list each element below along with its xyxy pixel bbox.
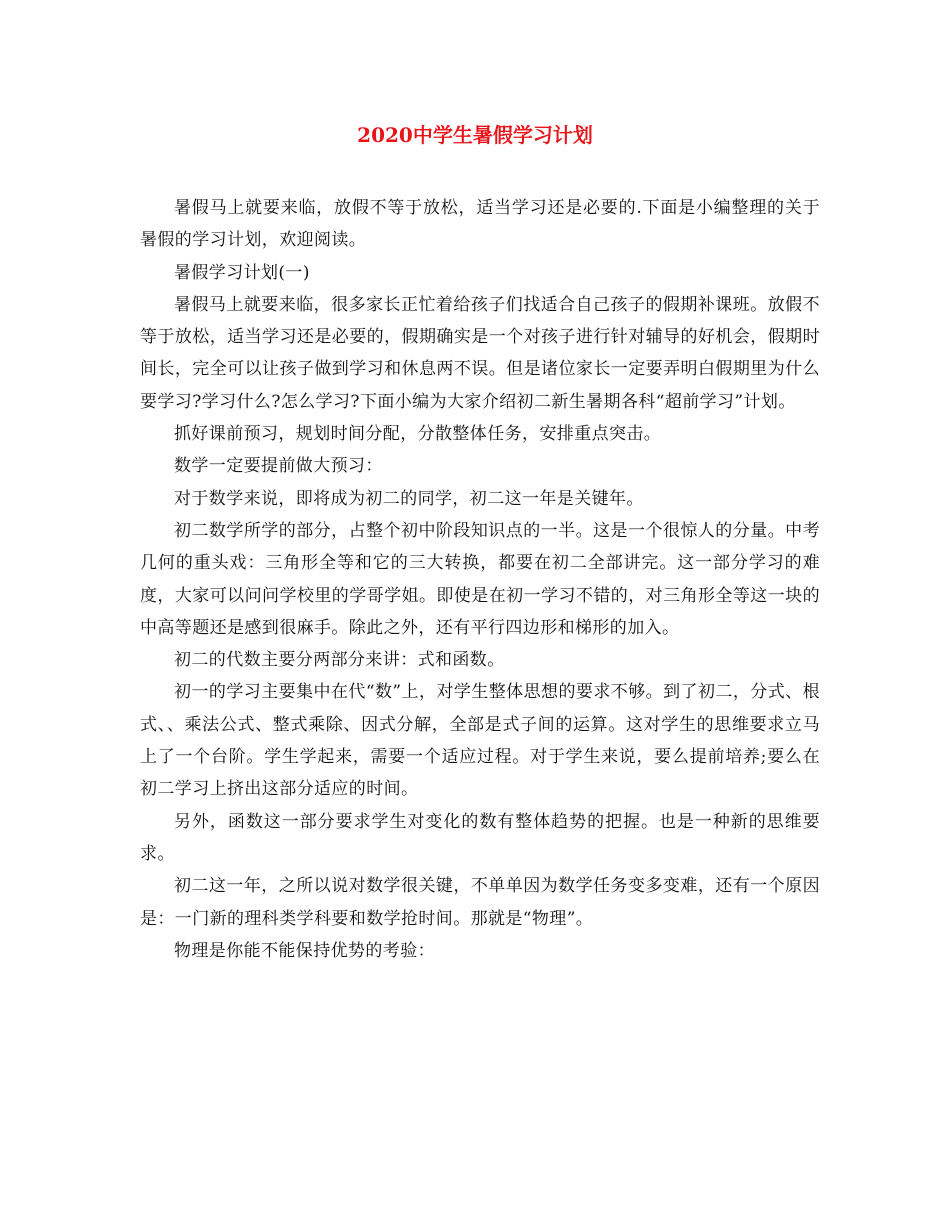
document-body — [140, 192, 820, 967]
paragraph: 初二的代数主要分两部分来讲：式和函数。 — [174, 650, 505, 671]
paragraph: 初二这一年，之所以说对数学很关键，不单单因为数学任务变多变难，还有一个原因是：一门新的理科类学科要和数学抢时间。那就是“物理”。 — [140, 876, 820, 929]
paragraph: 物理是你能不能保持优势的考验： — [174, 940, 435, 961]
paragraph: 暑假马上就要来临，很多家长正忙着给孩子们找适合自己孩子的假期补课班。放假不等于放松，适当学习还是必要的，假期确实是一个对孩子进行针对辅导的好机会，假期时间长，完全可以让孩子做到学习和休息两不误。但是诸位家长一定要弄明白假期里为什么要学习?学习什么?怎么学习?下面小编为大家介绍初二新生暑期各科“超前学习”计划。 — [140, 294, 820, 412]
section-heading: 暑假学习计划(一) — [174, 262, 310, 283]
paragraph: 初一的学习主要集中在代“数”上，对学生整体思想的要求不够。到了初二，分式、根式、、乘法公式、整式乘除、因式分解，全部是式子间的运算。这对学生的思维要求立马上了一个台阶。学生学起来，需要一个适应过程。对于学生来说，要么提前培养;要么在初二学习上挤出这部分适应的时间。 — [140, 682, 820, 800]
paragraph-intro: 暑假马上就要来临，放假不等于放松，适当学习还是必要的.下面是小编整理的关于暑假的学习计划，欢迎阅读。 — [140, 198, 820, 251]
paragraph: 数学一定要提前做大预习： — [174, 456, 383, 477]
document-title: 2020中学生暑假学习计划 — [357, 123, 593, 147]
paragraph: 抓好课前预习，规划时间分配，分散整体任务，安排重点突击。 — [174, 424, 662, 445]
paragraph: 另外，函数这一部分要求学生对变化的数有整体趋势的把握。也是一种新的思维要求。 — [140, 811, 820, 864]
paragraph: 初二数学所学的部分，占整个初中阶段知识点的一半。这是一个很惊人的分量。中考几何的重头戏：三角形全等和它的三大转换，都要在初二全部讲完。这一部分学习的难度，大家可以问问学校里的学哥学姐。即使是在初一学习不错的，对三角形全等这一块的中高等题还是感到很麻手。除此之外，还有平行四边形和梯形的加入。 — [140, 520, 820, 638]
paragraph: 对于数学来说，即将成为初二的同学，初二这一年是关键年。 — [174, 488, 644, 509]
